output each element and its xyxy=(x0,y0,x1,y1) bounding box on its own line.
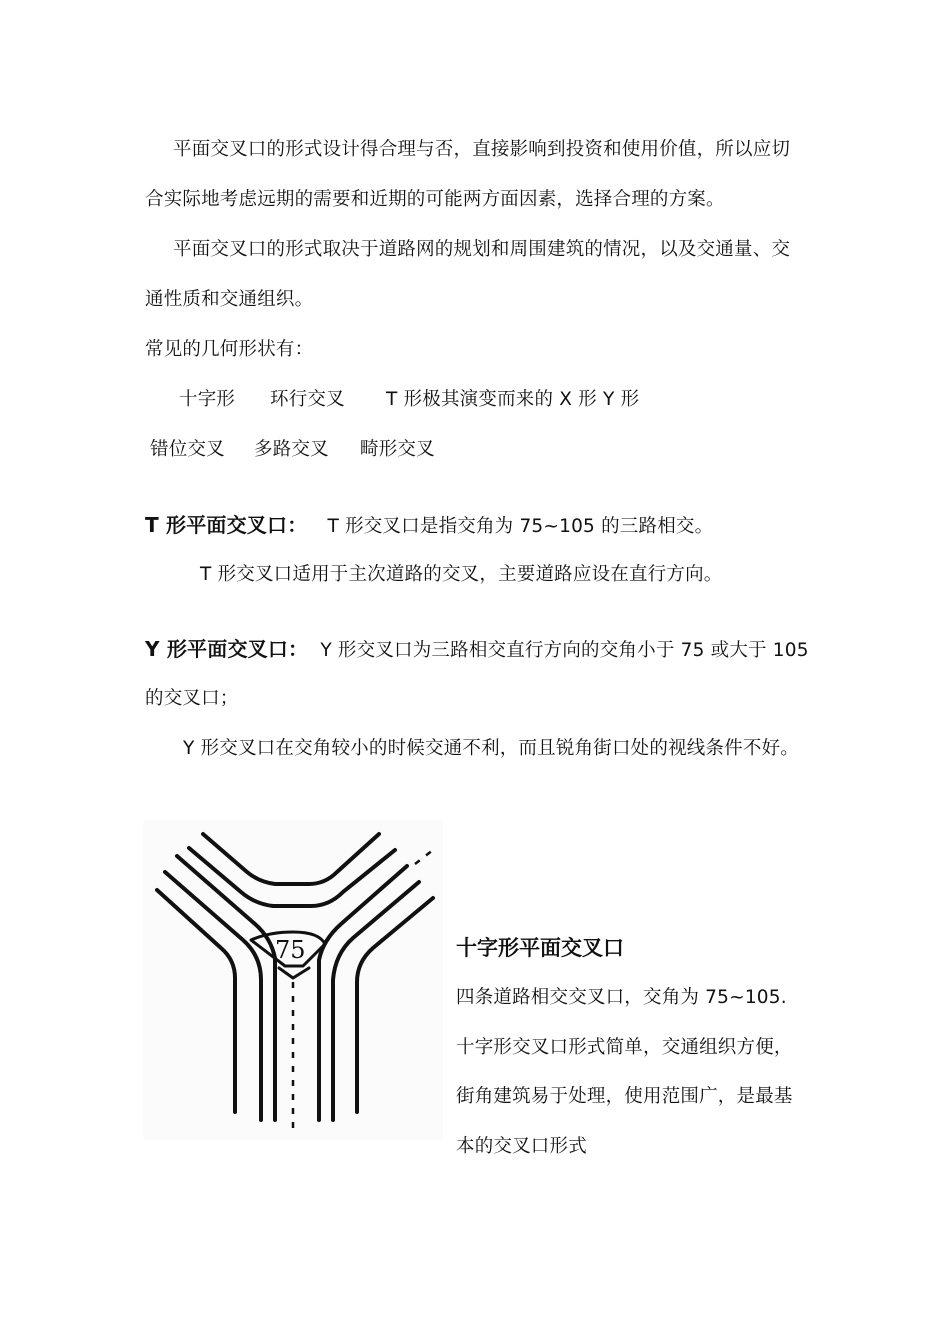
shape-item: 错位交叉 xyxy=(150,439,225,460)
t-section-text-2: T 形交叉口适用于主次道路的交叉，主要道路应设在直行方向。 xyxy=(200,564,723,585)
y-section-heading: Y 形平面交叉口： xyxy=(145,637,309,661)
shapes-row-1 xyxy=(179,387,639,413)
intro-paragraph-1-line-2: 合实际地考虑远期的需要和近期的可能两方面因素，选择合理的方案。 xyxy=(145,189,725,210)
t-section-heading: T 形平面交叉口： xyxy=(145,513,308,537)
shape-item: T 形极其演变而来的 X 形 Y 形 xyxy=(386,389,640,410)
intro-paragraph-2-line-1: 平面交叉口的形式取决于道路网的规划和周围建筑的情况，以及交通量、交 xyxy=(173,239,791,260)
cross-section-line-3: 街角建筑易于处理，使用范围广，是最基 xyxy=(456,1086,793,1107)
shapes-title: 常见的几何形状有： xyxy=(145,339,314,360)
angle-label: 75 xyxy=(275,936,306,964)
shape-item: 环行交叉 xyxy=(270,389,345,410)
t-section-line xyxy=(145,512,713,540)
y-section-line xyxy=(145,636,809,664)
shape-item: 畸形交叉 xyxy=(360,439,435,460)
shape-item: 十字形 xyxy=(179,389,236,410)
y-section-text-line-2: 的交叉口； xyxy=(145,688,239,709)
cross-section-heading: 十字形平面交叉口 xyxy=(456,936,624,960)
intro-paragraph-2-line-2: 通性质和交通组织。 xyxy=(145,289,314,310)
y-intersection-diagram xyxy=(143,820,443,1140)
t-section-text: T 形交叉口是指交角为 75~105 的三路相交。 xyxy=(327,516,714,537)
shape-item: 多路交叉 xyxy=(254,439,329,460)
cross-section-line-4: 本的交叉口形式 xyxy=(456,1136,587,1157)
cross-section-line-2: 十字形交叉口形式简单，交通组织方便， xyxy=(456,1037,793,1058)
intro-paragraph-1-line-1: 平面交叉口的形式设计得合理与否，直接影响到投资和使用价值，所以应切 xyxy=(173,139,791,160)
shapes-row-2 xyxy=(150,437,435,463)
y-section-text-line-1: Y 形交叉口为三路相交直行方向的交角小于 75 或大于 105 xyxy=(320,640,809,661)
y-section-text-2: Y 形交叉口在交角较小的时候交通不利，而且锐角街口处的视线条件不好。 xyxy=(183,738,799,759)
cross-section-line-1: 四条道路相交交叉口，交角为 75~105. xyxy=(456,987,787,1008)
